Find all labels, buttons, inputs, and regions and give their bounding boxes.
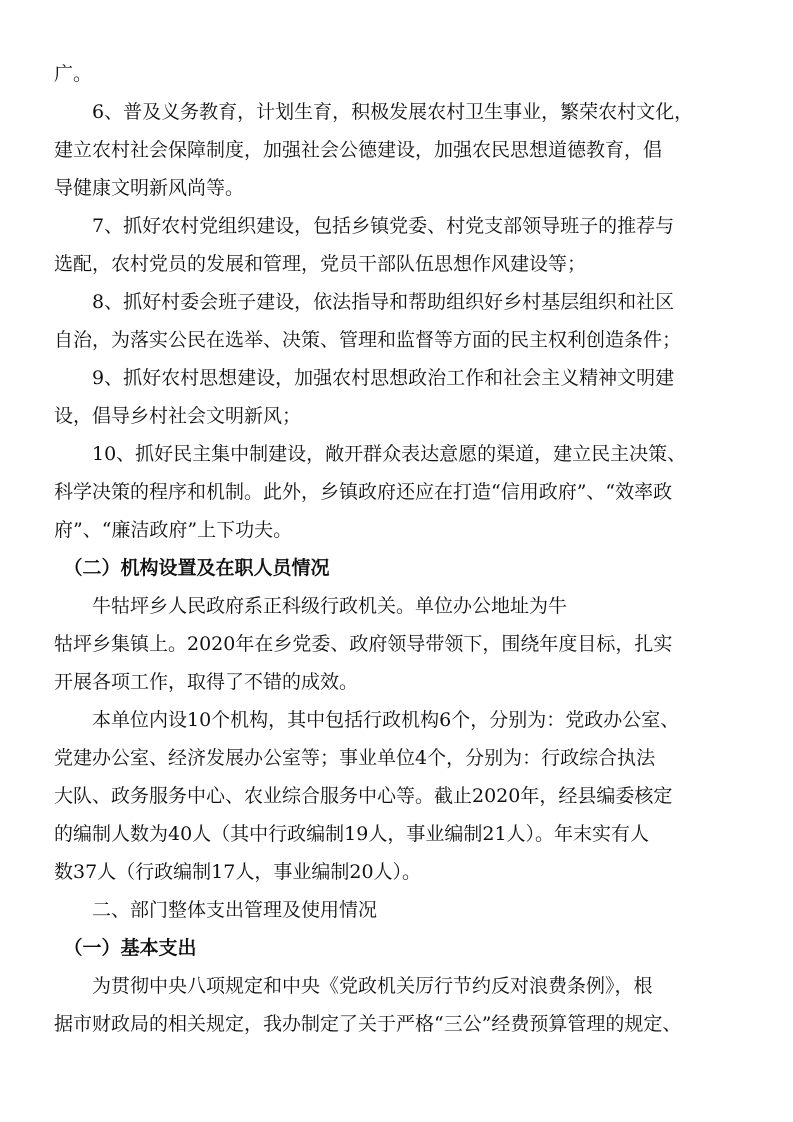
text-line: 牛牯坪乡人民政府系正科级行政机关。单位办公地址为牛 <box>54 595 568 617</box>
text-line: 牯坪乡集镇上。2020年在乡党委、政府领导带领下，围绕年度目标，扎实 <box>54 633 673 655</box>
text-line: 党建办公室、经济发展办公室等；事业单位4个，分别为：行政综合执法 <box>54 747 656 769</box>
text-line: 大队、政务服务中心、农业综合服务中心等。截止2020年，经县编委核定 <box>54 785 673 807</box>
text-line: 据市财政局的相关规定，我办制定了关于严格“三公”经费预算管理的规定、 <box>54 1013 682 1035</box>
chapter-heading: 二、部门整体支出管理及使用情况 <box>54 899 378 921</box>
text-line: 为贯彻中央八项规定和中央《党政机关厉行节约反对浪费条例》，根 <box>54 975 653 997</box>
text-line: 科学决策的程序和机制。此外，乡镇政府还应在打造“信用政府”、“效率政 <box>54 481 673 503</box>
text-line: 选配，农村党员的发展和管理，党员干部队伍思想作风建设等； <box>54 253 587 275</box>
text-line: 6、普及义务教育，计划生育，积极发展农村卫生事业，繁荣农村文化， <box>54 101 694 123</box>
text-line: 7、抓好农村党组织建设，包括乡镇党委、村党支部领导班子的推荐与 <box>54 215 675 237</box>
text-line: 数37人（行政编制17人，事业编制20人）。 <box>54 861 422 883</box>
text-line: 导健康文明新风尚等。 <box>54 177 245 199</box>
text-line: 的编制人数为40人（其中行政编制19人，事业编制21人）。年末实有人 <box>54 823 650 845</box>
text-line: 设，倡导乡村社会文明新风； <box>54 405 302 427</box>
section-heading: （一）基本支出 <box>54 937 197 959</box>
text-line: 自治，为落实公民在选举、决策、管理和监督等方面的民主权利创造条件； <box>54 329 682 351</box>
text-line: 10、抓好民主集中制建设，敞开群众表达意愿的渠道，建立民主决策、 <box>54 443 687 465</box>
section-heading: （二）机构设置及在职人员情况 <box>54 557 330 579</box>
text-line: 广。 <box>54 63 93 85</box>
text-line: 本单位内设10个机构，其中包括行政机构6个，分别为：党政办公室、 <box>54 709 680 731</box>
text-line: 府”、“廉洁政府”上下功夫。 <box>54 519 293 541</box>
text-line: 9、抓好农村思想建设，加强农村思想政治工作和社会主义精神文明建 <box>54 367 675 389</box>
text-line: 8、抓好村委会班子建设，依法指导和帮助组织好乡村基层组织和社区 <box>54 291 675 313</box>
text-line: 开展各项工作，取得了不错的成效。 <box>54 671 359 693</box>
text-line: 建立农村社会保障制度，加强社会公德建设，加强农民思想道德教育，倡 <box>54 139 663 161</box>
